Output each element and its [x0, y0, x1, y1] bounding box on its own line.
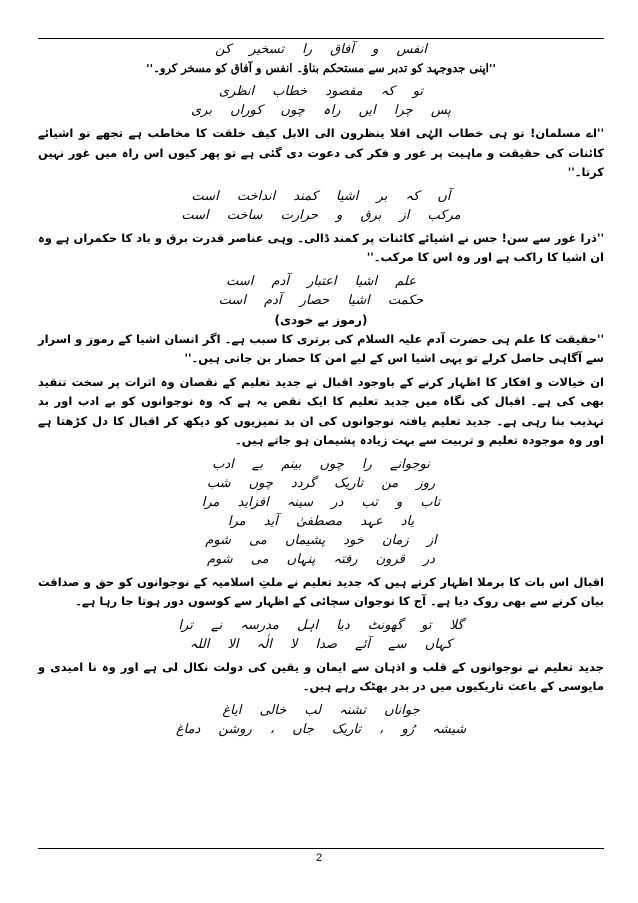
- verse-source: (رموز بے خودی): [274, 312, 368, 327]
- paragraph: ان خیالات و افکار کا اظہار کرنے کے باوجود اقبال نے جدید تعلیم کے نقصان وہ اثرات پر سخت تنقید بھی کی ہے۔ اقبال کی نگاہ میں جدید تعلیم کا ایک نقص یہ ہے کہ وہ نوجوانوں کو بے ادب اور بد تہذیب بنا رہی ہے۔ جدید تعلیم یافتہ نوجوانوں کی ان بد تمیزیوں کو دیکھ کر اقبال کا دل کڑھتا ہے اور وہ موجودہ تعلیم و تربیت سے بہت زیادہ پشیمان ہو جاتے ہیں۔: [38, 374, 604, 447]
- verse-line: مرکب از برق و حرارت ساخت است: [181, 207, 461, 223]
- verse-line: از زمان خود پشیماں می شوم: [205, 532, 437, 548]
- paragraph: جدید تعلیم نے نوجوانوں کے قلب و اذہان سے ایمان و یقین کی دولت نکال لی ہے اور وہ نا امیدی و مایوسی کے باعث تاریکیوں میں در بدر بھٹک رہے ہیں۔: [38, 659, 604, 693]
- verse-translation: ''اپنی جدوجہد کو تدبر سے مستحکم بناؤ۔ انفس و آفاق کو مسخر کرو۔'': [146, 61, 496, 75]
- verse-line: انفس و آفاق را تسخیر کن: [215, 42, 427, 57]
- paragraph: ''ذرا غور سے سن! جس نے اشیائے کائنات پر کمند ڈالی۔ وہی عناصر قدرت برق و باد کا حکمراں ہے وہ ان اشیا کا راکب ہے اور وہ اس کا مرکب۔'': [38, 230, 604, 264]
- verse-line: نوجوانے را چوں بینم بے ادب: [212, 456, 430, 472]
- verse-line: تاب و تب در سینہ افزاید مرا: [201, 494, 441, 510]
- paragraph: ''حقیقت کا علم ہی حضرت آدم علیہ السلام کی برتری کا سبب ہے۔ اگر انسان اشیا کے رموز و اسرار سے آگاہی حاصل کرلے تو یہی اشیا اس کے لیے امن کا حصار بن جاتی ہیں۔'': [38, 331, 604, 365]
- verse-line: کہاں سے آئے صدا لا الٰہ الا اللہ: [189, 636, 453, 652]
- verse-line: تو کہ مقصود خطاب انظری: [218, 84, 424, 99]
- top-rule: [38, 38, 604, 39]
- verse-line: علم اشیا اعتبار آدم است: [226, 273, 416, 289]
- verse-line: پس چرا ایں راہ چوں کوراں بری: [190, 103, 452, 118]
- bottom-rule: [38, 848, 604, 849]
- paragraph: ''اے مسلمان! تو ہی خطاب الہٰی افلا ینظرون الی الابل کیف خلقت کا مخاطب ہے تجھے تو اشیائے کائنات کی حقیقت و ماہیت پر غور و فکر کی دعوت دی گئی ہے تو پھر کیوں اس راہ میں غور نہیں کرتا۔'': [38, 126, 604, 179]
- verse-line: حکمت اشیا حصار آدم است: [218, 292, 424, 308]
- verse-line: در قرون رفتہ پنہاں می شوم: [206, 551, 436, 567]
- document-page: [38, 40, 604, 739]
- verse-line: گلا تو گھونٹ دیا اہل مدرسہ نے ترا: [178, 617, 464, 633]
- page-number: 2: [315, 852, 323, 864]
- verse-line: روز من تاریک گردد چوں شب: [206, 475, 436, 491]
- paragraph: اقبال اس بات کا برملا اظہار کرتے ہیں کہ جدید تعلیم نے ملتِ اسلامیہ کے نوجوانوں کو حق و صداقت بیان کرنے سے بھی روک دیا ہے۔ آج کا نوجوان سچائی کے اظہار سے کوسوں دور ہوتا جا رہا ہے۔: [38, 574, 604, 608]
- verse-line: یاد عہد مصطفیٰ آید مرا: [227, 513, 415, 529]
- verse-line: آں کہ بر اشیا کمند انداخت است: [191, 188, 451, 204]
- verse-line: شیشہ رُو ، تاریک جاں ، روشن دماغ: [175, 721, 467, 737]
- verse-line: جواناں تشنہ لب خالی ایاغ: [222, 702, 420, 718]
